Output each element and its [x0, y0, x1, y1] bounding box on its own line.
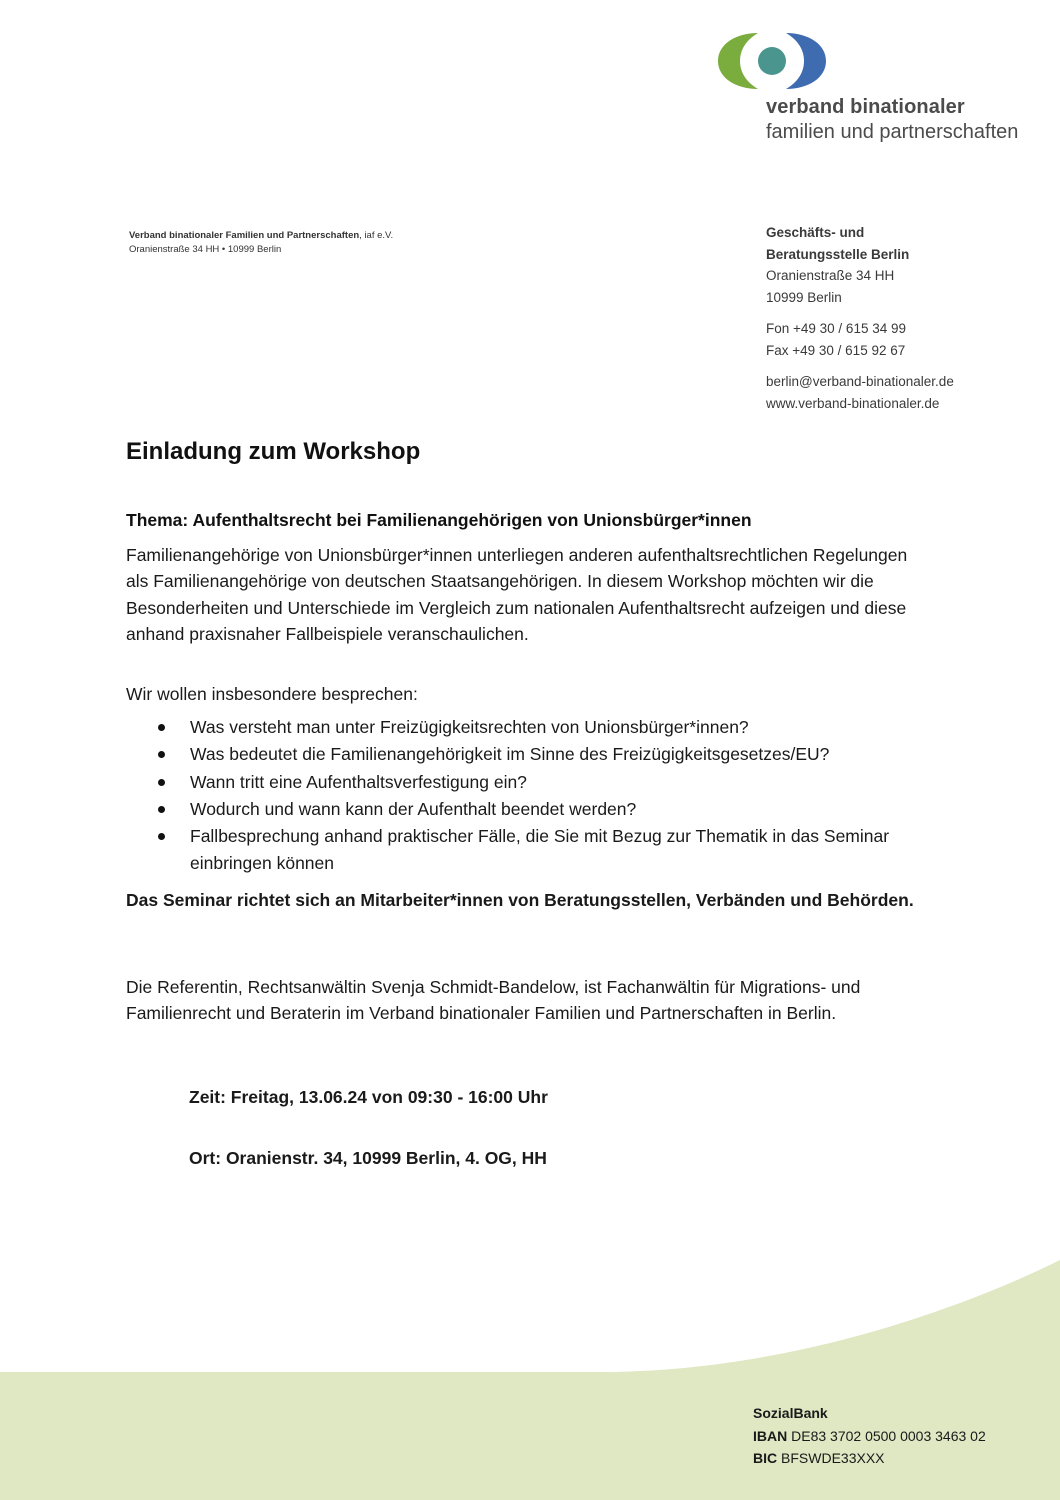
iban-label: IBAN [753, 1427, 788, 1444]
speaker-paragraph: Die Referentin, Rechtsanwältin Svenja Schmidt-Bandelow, ist Fachanwältin für Migrations- und Familienrecht und Beraterin im Verband binationaler Familien und Partnerschaften in Berlin. [126, 977, 861, 1024]
list-item [126, 769, 906, 796]
list-item-text: Wodurch und wann kann der Aufenthalt beendet werden? [190, 798, 637, 819]
event-time: Zeit: Freitag, 13.06.24 von 09:30 - 16:00 Uhr [189, 1087, 548, 1107]
bank-name: SozialBank [753, 1405, 828, 1421]
topics-list [126, 714, 906, 877]
sender-name: Verband binationaler Familien und Partnerschaften [129, 230, 360, 241]
bullet-icon [158, 833, 165, 840]
office-heading-line1: Geschäfts- und [766, 225, 865, 240]
logo-green-arc [718, 33, 758, 89]
organization-logo-icon [716, 30, 828, 92]
list-item-text: Wann tritt eine Aufenthaltsverfestigung ein? [190, 771, 527, 792]
bullet-icon [158, 751, 165, 758]
sender-address: Oranienstraße 34 HH • 10999 Berlin [129, 244, 282, 255]
bic-label: BIC [753, 1450, 778, 1466]
sender-suffix: , iaf e.V. [359, 230, 394, 241]
office-website: www.verband-binationaler.de [766, 395, 940, 411]
bullet-icon [158, 779, 165, 786]
office-heading-line2: Beratungsstelle Berlin [766, 246, 910, 262]
sender-address-block [129, 229, 393, 257]
office-contact-block [766, 222, 954, 414]
bullet-icon [158, 724, 165, 731]
topic-heading: Thema: Aufenthaltsrecht bei Familienangehörigen von Unionsbürger*innen [126, 510, 752, 530]
list-item [126, 741, 906, 768]
logo-teal-dot [758, 47, 786, 75]
list-item-text: Was versteht man unter Freizügigkeitsrechten von Unionsbürger*innen? [190, 717, 749, 737]
office-street: Oranienstraße 34 HH [766, 268, 895, 283]
page-title: Einladung zum Workshop [126, 438, 421, 465]
office-phone: Fon +49 30 / 615 34 99 [766, 321, 906, 336]
bic-value: BFSWDE33XXX [781, 1450, 885, 1466]
office-city: 10999 Berlin [766, 289, 842, 305]
list-item [126, 823, 906, 877]
list-item-text: Fallbesprechung anhand praktischer Fälle, die Sie mit Bezug zur Thematik in das Seminar einbringen können [190, 826, 890, 873]
list-item [126, 796, 906, 823]
logo-text-line2: familien und partnerschaften [766, 121, 1019, 143]
bank-details [753, 1402, 986, 1470]
intro-paragraph: Familienangehörige von Unionsbürger*innen unterliegen anderen aufenthaltsrechtlichen Regelungen als Familienangehörige von deutschen Staatsangehörigen. In diesem Workshop möchten wir die Besonderheiten und Unterschiede im Vergleich zum nationalen Aufenthaltsrecht aufzeigen und diese anhand praxisnaher Fallbeispiele veranschaulichen. [126, 545, 908, 644]
list-item-text: Was bedeutet die Familienangehörigkeit im Sinne des Freizügigkeitsgesetzes/EU? [190, 744, 830, 765]
event-location: Ort: Oranienstr. 34, 10999 Berlin, 4. OG, HH [189, 1148, 547, 1168]
target-audience: Das Seminar richtet sich an Mitarbeiter*innen von Beratungsstellen, Verbänden und Behörden. [126, 890, 914, 910]
office-fax: Fax +49 30 / 615 92 67 [766, 342, 906, 358]
logo-blue-arc [786, 33, 826, 89]
iban-value: DE83 3702 0500 0003 3463 02 [791, 1427, 986, 1444]
logo-text-line1: verband binationaler [766, 96, 965, 118]
office-email: berlin@verband-binationaler.de [766, 374, 954, 389]
list-item [126, 714, 906, 741]
bullet-icon [158, 806, 165, 813]
discussion-intro: Wir wollen insbesondere besprechen: [126, 684, 418, 704]
